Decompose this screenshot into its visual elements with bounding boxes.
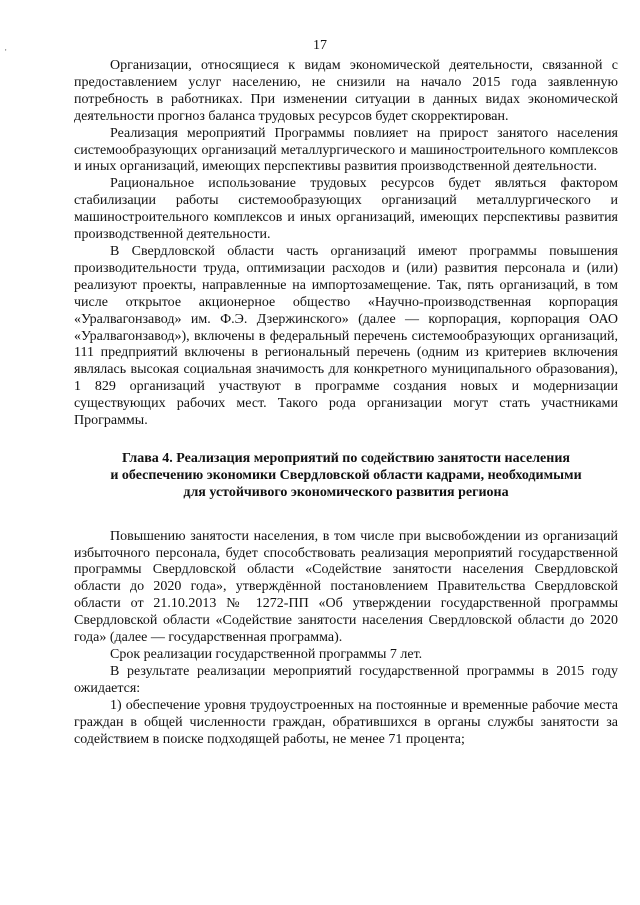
chapter-heading-line: и обеспечению экономики Свердловской области кадрами, необходимыми xyxy=(110,467,582,483)
paragraph: Рациональное использование трудовых ресурсов будет являться фактором стабилизации работы системообразующих организаций металлургического и машиностроительного комплексов и иных организаций, имеющих перспективы развития производственной деятельности. xyxy=(74,176,618,243)
paragraph: Реализация мероприятий Программы повлияет на прирост занятого населения системообразующих организаций металлургического и машиностроительного комплексов и иных организаций, имеющих перспективы развития производственной деятельности. xyxy=(74,125,618,175)
paragraph: Организации, относящиеся к видам экономической деятельности, связанной с предоставлением услуг населению, не снизили на начало 2015 года заявленную потребность в работниках. При изменении ситуации в данных видах экономической деятельности прогноз баланса трудовых ресурсов будет скорректирован. xyxy=(74,58,618,124)
paragraph: Повышению занятости населения, в том числе при высвобождении из организаций избыточного персонала, будет способствовать реализация мероприятий государственной программы Свердловской области «Содействие занятости населения Свердловской области до 2020 года», утверждённой постановлением Правительства Свердловской области от 21.10.2013 № 1272-ПП «Об утверждении государственной программы Свердловской области «Содействие занятости населения Свердловской области до 2020 года» (далее — государственная программа). xyxy=(74,528,618,646)
paragraph: В результате реализации мероприятий государственной программы в 2015 году ожидается: xyxy=(74,663,618,696)
paragraph: 1) обеспечение уровня трудоустроенных на постоянные и временные рабочие места граждан в общей численности граждан, обратившихся в органы службы занятости за содействием в поиске подходящей работы, не менее 71 процента; xyxy=(74,697,618,747)
paragraph: В Свердловской области часть организаций имеют программы повышения производительности труда, оптимизации расходов и (или) развития персонала и (или) реализуют проекты, направленные на импортозамещение. Так, пять организаций, в том числе открытое акционерное общество «Научно-производственная корпорация «Уралвагонзавод» им. Ф.Э. Дзержинского» (далее — корпорация, корпорация ОАО «Уралвагонзавод»), включены в федеральный перечень системообразующих организаций, 111 предприятий включены в региональный перечень (одним из критериев включения являлась высокая социальная значимость для конкретного муниципального образования), 1 829 организаций участвуют в программе создания новых и модернизации существующих рабочих мест. Такого рода организации могут стать участниками Программы. xyxy=(74,243,618,429)
chapter-heading-line: Глава 4. Реализация мероприятий по содействию занятости населения xyxy=(122,450,570,466)
margin-mark: ' xyxy=(5,48,7,57)
chapter-heading xyxy=(74,451,618,502)
page-number: 17 xyxy=(313,38,327,53)
document-body xyxy=(74,58,618,748)
chapter-heading-line: для устойчивого экономического развития региона xyxy=(183,484,509,500)
paragraph: Срок реализации государственной программы 7 лет. xyxy=(110,647,423,662)
